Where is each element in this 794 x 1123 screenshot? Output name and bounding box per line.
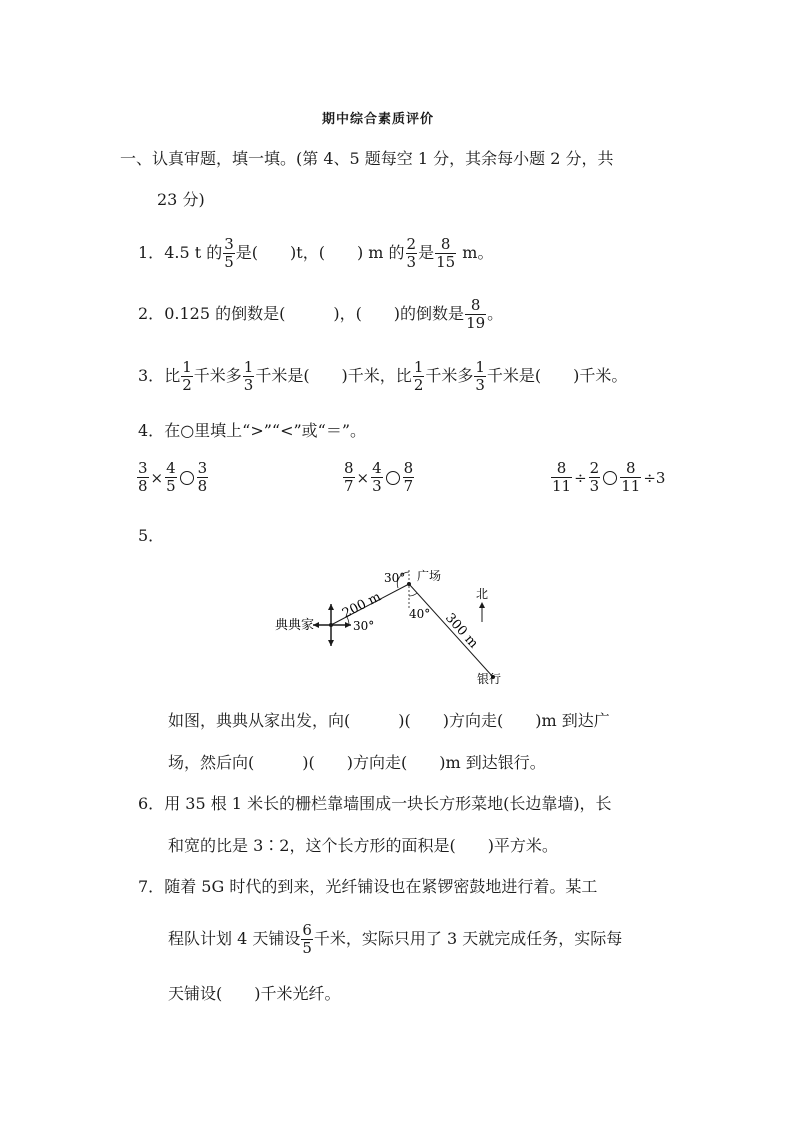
question-5-line-1: 如图，典典从家出发，向( )( )方向走( )m 到达广 (168, 711, 610, 730)
arrow-down-icon (328, 640, 334, 646)
question-number: 3． (138, 366, 165, 385)
compare-expression-3: $\frac{8}{11}$ ÷ $\frac{2}{3}$ $\frac{8}{11}$ ÷3 (552, 459, 666, 495)
fraction: $\frac{6}{5}$ (302, 921, 312, 957)
compare-circle[interactable] (603, 471, 617, 485)
angle-arc (409, 593, 417, 596)
compare-circle[interactable] (386, 471, 400, 485)
question-7-line-2: 程队计划 4 天铺设 $\frac{6}{5}$ 千米，实际只用了 3 天就完成任务，实际每 (168, 921, 623, 957)
north-label: 北 (476, 587, 489, 601)
fraction: $\frac{1}{2}$ (182, 358, 192, 394)
direction-diagram (265, 560, 535, 690)
compare-expression-1: $\frac{3}{8}$ × $\frac{4}{5}$ $\frac{3}{8}$ (138, 459, 208, 495)
fraction: $\frac{8}{15}$ (436, 235, 456, 271)
arrow-right-icon (345, 622, 351, 628)
question-number: 7． (138, 877, 165, 896)
home-label: 典典家 (275, 618, 315, 633)
section-heading-cont: 23 分) (157, 190, 205, 209)
question-number: 2． (138, 304, 165, 323)
question-number: 1． (138, 243, 165, 262)
distance-label-2: 300 m (442, 610, 481, 652)
question-number: 6． (138, 794, 165, 813)
section-heading: 一、认真审题，填一填。(第 4、5 题每空 1 分，其余每小题 2 分，共 (120, 149, 614, 168)
fraction: $\frac{1}{3}$ (243, 358, 254, 394)
page-title: 期中综合素质评价 (322, 112, 435, 127)
angle-label-square: 40° (409, 607, 431, 621)
square-label: 广场 (417, 569, 442, 583)
fraction: $\frac{8}{19}$ (466, 296, 486, 332)
compare-expression-2: $\frac{8}{7}$ × $\frac{4}{3}$ $\frac{8}{7}$ (344, 459, 414, 495)
fraction: $\frac{2}{3}$ (406, 235, 417, 271)
question-2: 2．0.125 的倒数是( )，( )的倒数是 $\frac{8}{19}$ 。 (138, 296, 504, 332)
question-6-line-1: 6．用 35 根 1 米长的栅栏靠墙围成一块长方形菜地(长边靠墙)，长 (138, 794, 612, 813)
bank-label: 银行 (477, 672, 502, 686)
angle-label-home: 30° (353, 619, 375, 633)
fraction: $\frac{1}{2}$ (413, 358, 424, 394)
angle-label-top: 30° (384, 571, 406, 585)
distance-label-1: 200 m (340, 589, 384, 622)
question-7-line-3: 天铺设( )千米光纤。 (168, 984, 341, 1003)
question-3: 3．比 $\frac{1}{2}$ 千米多 $\frac{1}{3}$ 千米是( )千米，比 $\frac{1}{2}$ 千米多 $\frac{1}{3}$ 千米是( )千米。 (138, 358, 628, 394)
question-4: 4．在○里填上“>”“<”或“＝”。 (138, 421, 367, 440)
question-1: 1．4.5 t 的 $\frac{3}{5}$ 是( )t，( ) m 的 $\frac{2}{3}$ 是 $\frac{8}{15}$ m。 (138, 235, 494, 271)
question-5-number: 5． (138, 526, 165, 545)
arrow-up-icon (328, 604, 334, 610)
fraction: $\frac{1}{3}$ (475, 358, 485, 394)
question-5-line-2: 场，然后向( )( )方向走( )m 到达银行。 (168, 753, 546, 772)
question-number: 4． (138, 421, 165, 440)
north-arrow-icon (479, 602, 485, 608)
fraction: $\frac{3}{5}$ (224, 235, 234, 271)
question-6-line-2: 和宽的比是 3∶2，这个长方形的面积是( )平方米。 (168, 836, 558, 855)
question-7-line-1: 7．随着 5G 时代的到来，光纤铺设也在紧锣密鼓地进行着。某工 (138, 877, 598, 896)
compare-circle[interactable] (180, 471, 194, 485)
